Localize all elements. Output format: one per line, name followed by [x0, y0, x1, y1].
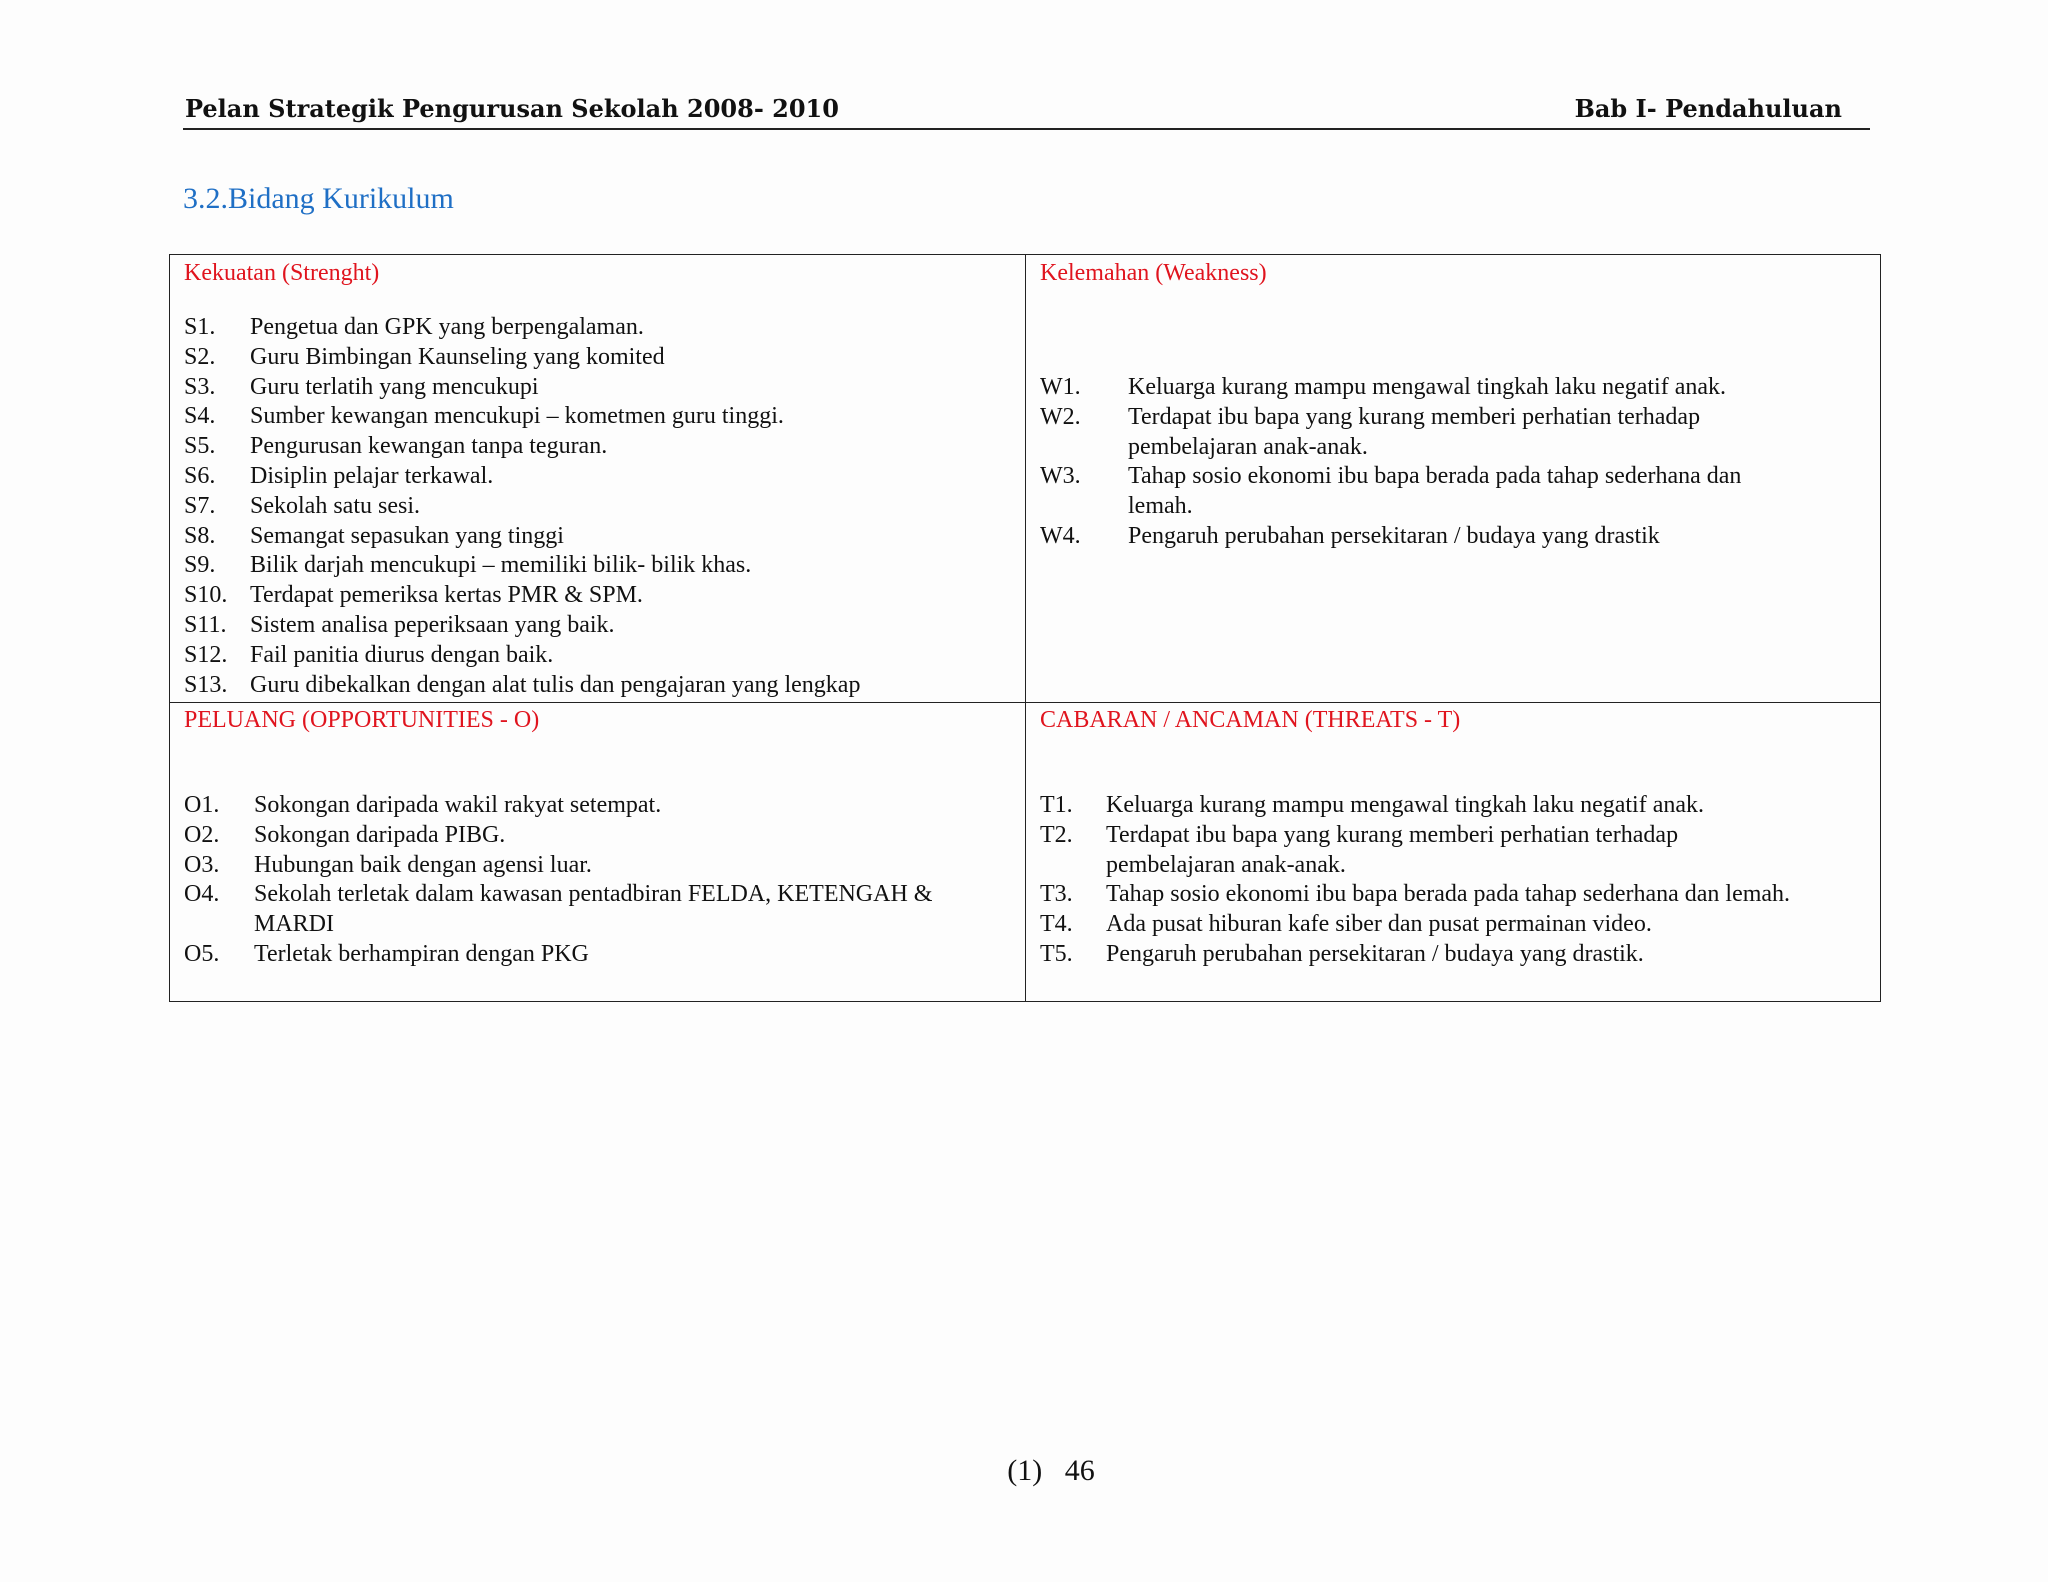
strength-item-text	[250, 313, 860, 343]
weakness-item-line: Terdapat ibu bapa yang kurang memberi perhatian terhadap	[1128, 403, 1701, 430]
opportunity-item	[184, 821, 932, 851]
opportunity-item	[184, 791, 932, 821]
opportunity-item-line: Hubungan baik dengan agensi luar.	[254, 851, 592, 878]
threat-item-text	[1106, 940, 1790, 970]
page-number: (1) 46	[1007, 1454, 1095, 1487]
strength-item-text	[250, 551, 860, 581]
weakness-item-code: W3.	[1040, 463, 1081, 490]
opportunity-item-code: O2.	[184, 821, 220, 848]
swot-table	[169, 254, 1881, 1002]
strength-item-line: Sekolah satu sesi.	[250, 492, 420, 519]
opportunity-item-text	[254, 880, 932, 940]
threat-item-text	[1106, 910, 1790, 940]
strength-item-code: S12.	[184, 641, 228, 668]
strength-item-text	[250, 402, 860, 432]
strength-item-text	[250, 522, 860, 552]
table-divider-horizontal	[170, 702, 1880, 703]
strength-item	[184, 551, 860, 581]
section-title: 3.2.Bidang Kurikulum	[183, 182, 454, 215]
opportunity-item-text	[254, 821, 932, 851]
strength-item-line: Guru dibekalkan dengan alat tulis dan pengajaran yang lengkap	[250, 671, 861, 698]
strength-item-code: S8.	[184, 522, 216, 549]
threat-item-code: T5.	[1040, 940, 1073, 967]
document-title: Pelan Strategik Pengurusan Sekolah 2008- 2010	[185, 94, 839, 123]
strength-item	[184, 462, 860, 492]
opportunity-item	[184, 880, 932, 940]
opportunities-list	[184, 791, 932, 970]
strength-item-line: Semangat sepasukan yang tinggi	[250, 522, 564, 549]
strength-item-line: Guru terlatih yang mencukupi	[250, 373, 539, 400]
threat-item-line: pembelajaran anak-anak.	[1106, 851, 1346, 878]
strength-item-code: S10.	[184, 582, 228, 609]
weakness-item-code: W4.	[1040, 522, 1081, 549]
weaknesses-list	[1040, 373, 1741, 552]
opportunity-item-line: Sokongan daripada PIBG.	[254, 821, 506, 848]
threat-item	[1040, 880, 1790, 910]
threat-item-line: Pengaruh perubahan persekitaran / budaya yang drastik.	[1106, 940, 1644, 967]
weaknesses-title: Kelemahan (Weakness)	[1040, 260, 1267, 286]
strength-item-code: S9.	[184, 552, 216, 579]
strength-item-text	[250, 581, 860, 611]
threat-item	[1040, 910, 1790, 940]
strength-item-line: Pengurusan kewangan tanpa teguran.	[250, 433, 608, 460]
strength-item	[184, 313, 860, 343]
weakness-item	[1040, 522, 1741, 552]
threat-item-line: Tahap sosio ekonomi ibu bapa berada pada tahap sederhana dan lemah.	[1106, 881, 1791, 908]
strength-item-text	[250, 671, 860, 701]
strength-item-line: Terdapat pemeriksa kertas PMR & SPM.	[250, 582, 643, 609]
strength-item-text	[250, 343, 860, 373]
weakness-item-text	[1128, 462, 1741, 522]
opportunity-item-code: O4.	[184, 881, 220, 908]
strength-item-text	[250, 462, 860, 492]
weakness-item-code: W2.	[1040, 403, 1081, 430]
threat-item-text	[1106, 791, 1790, 821]
threat-item-text	[1106, 821, 1790, 881]
weakness-item-text	[1128, 403, 1741, 463]
strength-item	[184, 373, 860, 403]
strength-item-line: Bilik darjah mencukupi – memiliki bilik- bilik khas.	[250, 552, 752, 579]
opportunity-item	[184, 851, 932, 881]
opportunity-item-text	[254, 791, 932, 821]
opportunities-title: PELUANG (OPPORTUNITIES - O)	[184, 707, 540, 733]
opportunity-item-code: O1.	[184, 792, 220, 818]
weakness-item-line: pembelajaran anak-anak.	[1128, 433, 1368, 460]
strength-item-code: S3.	[184, 373, 216, 400]
chapter-title: Bab I- Pendahuluan	[1574, 94, 1842, 123]
strength-item-line: Pengetua dan GPK yang berpengalaman.	[250, 314, 644, 340]
threat-item-line: Keluarga kurang mampu mengawal tingkah laku negatif anak.	[1106, 792, 1705, 818]
strength-item	[184, 641, 860, 671]
opportunity-item-line: MARDI	[254, 911, 335, 938]
weakness-item-line: Tahap sosio ekonomi ibu bapa berada pada tahap sederhana dan	[1128, 463, 1742, 490]
opportunity-item-line: Sekolah terletak dalam kawasan pentadbiran FELDA, KETENGAH &	[254, 881, 933, 908]
strength-item-code: S1.	[184, 314, 216, 340]
table-divider-vertical	[1025, 255, 1026, 1001]
threats-list	[1040, 791, 1790, 970]
strength-item-code: S11.	[184, 611, 227, 638]
strength-item	[184, 432, 860, 462]
threat-item-line: Ada pusat hiburan kafe siber dan pusat permainan video.	[1106, 911, 1652, 938]
strength-item	[184, 343, 860, 373]
strength-item	[184, 581, 860, 611]
weakness-item-code: W1.	[1040, 374, 1081, 400]
strength-item	[184, 402, 860, 432]
opportunity-item-code: O3.	[184, 851, 220, 878]
page-header	[183, 92, 1870, 130]
threats-title: CABARAN / ANCAMAN (THREATS - T)	[1040, 707, 1461, 733]
threat-item	[1040, 791, 1790, 821]
strength-item	[184, 611, 860, 641]
threat-item-text	[1106, 880, 1790, 910]
strength-item	[184, 522, 860, 552]
opportunity-item-line: Sokongan daripada wakil rakyat setempat.	[254, 792, 662, 818]
weakness-item	[1040, 403, 1741, 463]
weakness-item-line: Pengaruh perubahan persekitaran / budaya yang drastik	[1128, 522, 1660, 549]
opportunity-item-text	[254, 851, 932, 881]
strengths-title: Kekuatan (Strenght)	[184, 260, 380, 286]
weakness-item-text	[1128, 522, 1741, 552]
opportunity-item-text	[254, 940, 932, 970]
strengths-list	[184, 313, 860, 700]
threat-item-line: Terdapat ibu bapa yang kurang memberi perhatian terhadap	[1106, 821, 1679, 848]
strength-item-code: S6.	[184, 462, 216, 489]
strength-item-line: Disiplin pelajar terkawal.	[250, 462, 494, 489]
strength-item-line: Sumber kewangan mencukupi – kometmen guru tinggi.	[250, 403, 784, 430]
strength-item	[184, 671, 860, 701]
weakness-item-line: lemah.	[1128, 493, 1193, 520]
strength-item-line: Fail panitia diurus dengan baik.	[250, 641, 554, 668]
strength-item-code: S2.	[184, 343, 216, 370]
opportunity-item-line: Terletak berhampiran dengan PKG	[254, 940, 589, 967]
threat-item-code: T3.	[1040, 881, 1073, 908]
weakness-item	[1040, 462, 1741, 522]
strength-item-line: Guru Bimbingan Kaunseling yang komited	[250, 343, 665, 370]
strength-item-text	[250, 641, 860, 671]
weakness-item-text	[1128, 373, 1741, 403]
strength-item-text	[250, 373, 860, 403]
strength-item-line: Sistem analisa peperiksaan yang baik.	[250, 611, 615, 638]
threat-item-code: T1.	[1040, 792, 1073, 818]
strength-item-code: S7.	[184, 492, 216, 519]
strength-item	[184, 492, 860, 522]
strength-item-code: S4.	[184, 403, 216, 430]
strength-item-code: S13.	[184, 671, 228, 698]
threat-item	[1040, 940, 1790, 970]
strength-item-text	[250, 492, 860, 522]
weakness-item-line: Keluarga kurang mampu mengawal tingkah laku negatif anak.	[1128, 374, 1727, 400]
threat-item	[1040, 821, 1790, 881]
strength-item-text	[250, 611, 860, 641]
weakness-item	[1040, 373, 1741, 403]
threat-item-code: T4.	[1040, 911, 1073, 938]
opportunity-item	[184, 940, 932, 970]
strength-item-text	[250, 432, 860, 462]
strength-item-code: S5.	[184, 433, 216, 460]
opportunity-item-code: O5.	[184, 940, 220, 967]
threat-item-code: T2.	[1040, 821, 1073, 848]
